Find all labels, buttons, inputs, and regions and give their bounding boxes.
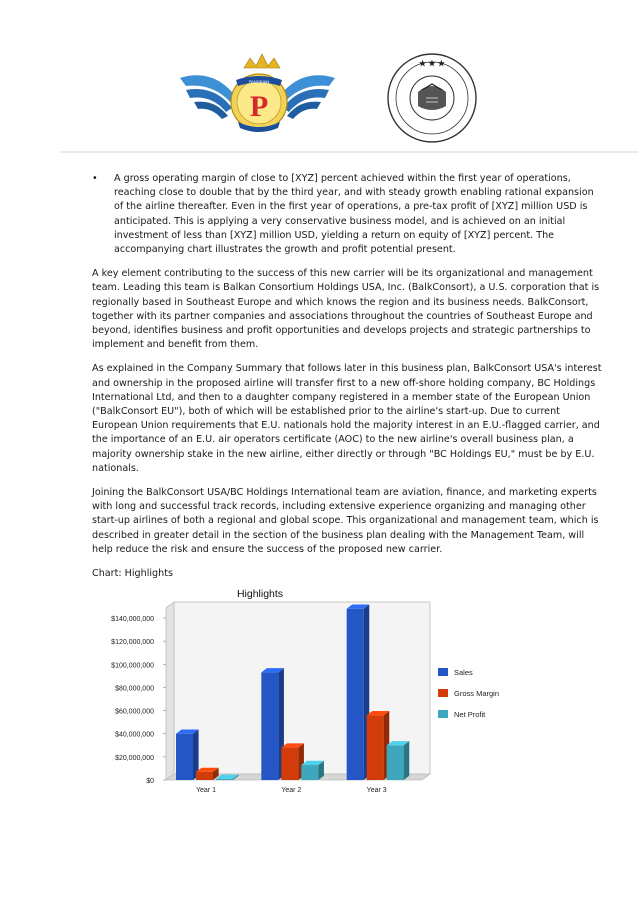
bar-front: [196, 772, 213, 780]
legend-label: Sales: [454, 668, 473, 677]
chart-side-wall: [166, 602, 174, 780]
svg-text:★ ★ ★: ★ ★ ★: [419, 59, 445, 68]
highlights-chart: [88, 580, 598, 800]
chart-title: Highlights: [236, 588, 284, 600]
chart-caption: Chart: Highlights: [92, 568, 173, 580]
y-tick-label: $20,000,000: [115, 754, 154, 762]
y-tick-label: $80,000,000: [115, 685, 154, 693]
bar-gross-margin-year-2: [281, 743, 304, 780]
bar-front: [176, 734, 193, 780]
bar-front: [261, 672, 278, 780]
y-tick-label: $100,000,000: [111, 662, 154, 670]
x-tick-label: Year 3: [366, 787, 387, 794]
legend-swatch: [438, 689, 448, 697]
bar-side: [404, 741, 410, 780]
right-seal: [388, 54, 476, 142]
legend-label: Gross Margin: [454, 689, 500, 698]
bar-front: [347, 609, 364, 780]
y-tick-label: $0: [146, 778, 154, 785]
bullet-item: [92, 172, 602, 257]
bar-gross-margin-year-3: [367, 711, 390, 780]
bullet-text: A gross operating margin of close to [XYZ] percent achieved within the first year of operations, reaching close to double that by the third year, and with steady growth enabling rational expansion of the airline thereafter. Even in the first year of operations, a pre-tax profit of [XYZ] million USD is anticipated. This is applying a very conservative business model, and is achieved on an initial investment of less than [XYZ] million USD, yielding a return on equity of [XYZ] percent. The accompanying chart illustrates the growth and profit potential present.: [114, 173, 594, 256]
bullet-marker: •: [92, 173, 98, 184]
bar-sales-year-1: [176, 730, 199, 780]
logo-letter: P: [249, 90, 269, 123]
bar-net-profit-year-2: [301, 761, 324, 780]
bar-front: [301, 765, 318, 780]
logo-banner-text: PANGRIAN: [248, 79, 270, 84]
legend-swatch: [438, 710, 448, 718]
y-tick-label: $60,000,000: [115, 708, 154, 716]
chart-legend: [438, 668, 499, 719]
bar-sales-year-3: [347, 605, 370, 780]
bar-gross-margin-year-1: [196, 768, 219, 780]
legend-swatch: [438, 668, 448, 676]
legend-label: Net Profit: [454, 710, 486, 719]
paragraph-team-experts: Joining the BalkConsort USA/BC Holdings International team are aviation, finance, and marketing experts with long and successful track records, including extensive experience organizing and managing other start-up airlines of both a regional and global scope. This organizational and management team, which is described in greater detail in the section of the business plan dealing with the Management Team, will help reduce the risk and ensure the success of the proposed new carrier.: [92, 487, 599, 555]
left-logo: [180, 54, 335, 132]
chart-plot-area: [111, 602, 430, 794]
bar-sales-year-2: [261, 668, 284, 780]
bar-front: [216, 779, 233, 780]
bar-front: [281, 748, 298, 780]
bar-front: [367, 715, 384, 780]
paragraph-management-team: A key element contributing to the success of this new carrier will be its organizational and management team. Leading this team is Balkan Consortium Holdings USA, Inc. (BalkConsort), a U.S. corporation that is regionally based in Southeast Europe and which knows the region and its business needs. BalkConsort, together with its partner companies and associations throughout the countries of Southeast Europe and beyond, identifies business and profit opportunities and develops projects and strategic partnerships to implement and benefit from them.: [92, 268, 600, 351]
page-header: [0, 0, 638, 160]
x-tick-label: Year 1: [196, 787, 216, 794]
y-tick-label: $120,000,000: [111, 639, 154, 647]
bar-front: [387, 745, 404, 780]
paragraph-company-summary: As explained in the Company Summary that follows later in this business plan, BalkConsort USA's interest and ownership in the proposed airline will transfer first to a new off-shore holding company, BC Holdings International Ltd, and then to a daughter company registered in a member state of the European Union ("BalkConsort EU"), both of which will be established prior to the airline's start-up. Due to current European Union requirements that E.U. nationals hold the majority interest in an E.U.-flagged carrier, and the importance of an E.U. air operators certificate (AOC) to the new airline's overall business plan, a majority ownership stake in the new airline, either directly or through "BC Holdings EU," must be by E.U. nationals.: [92, 363, 602, 474]
bar-net-profit-year-3: [387, 741, 410, 780]
y-tick-label: $140,000,000: [111, 616, 154, 623]
y-tick-label: $40,000,000: [115, 731, 154, 739]
header-graphics: [0, 0, 638, 160]
document-body: [92, 172, 602, 591]
x-tick-label: Year 2: [281, 787, 302, 794]
